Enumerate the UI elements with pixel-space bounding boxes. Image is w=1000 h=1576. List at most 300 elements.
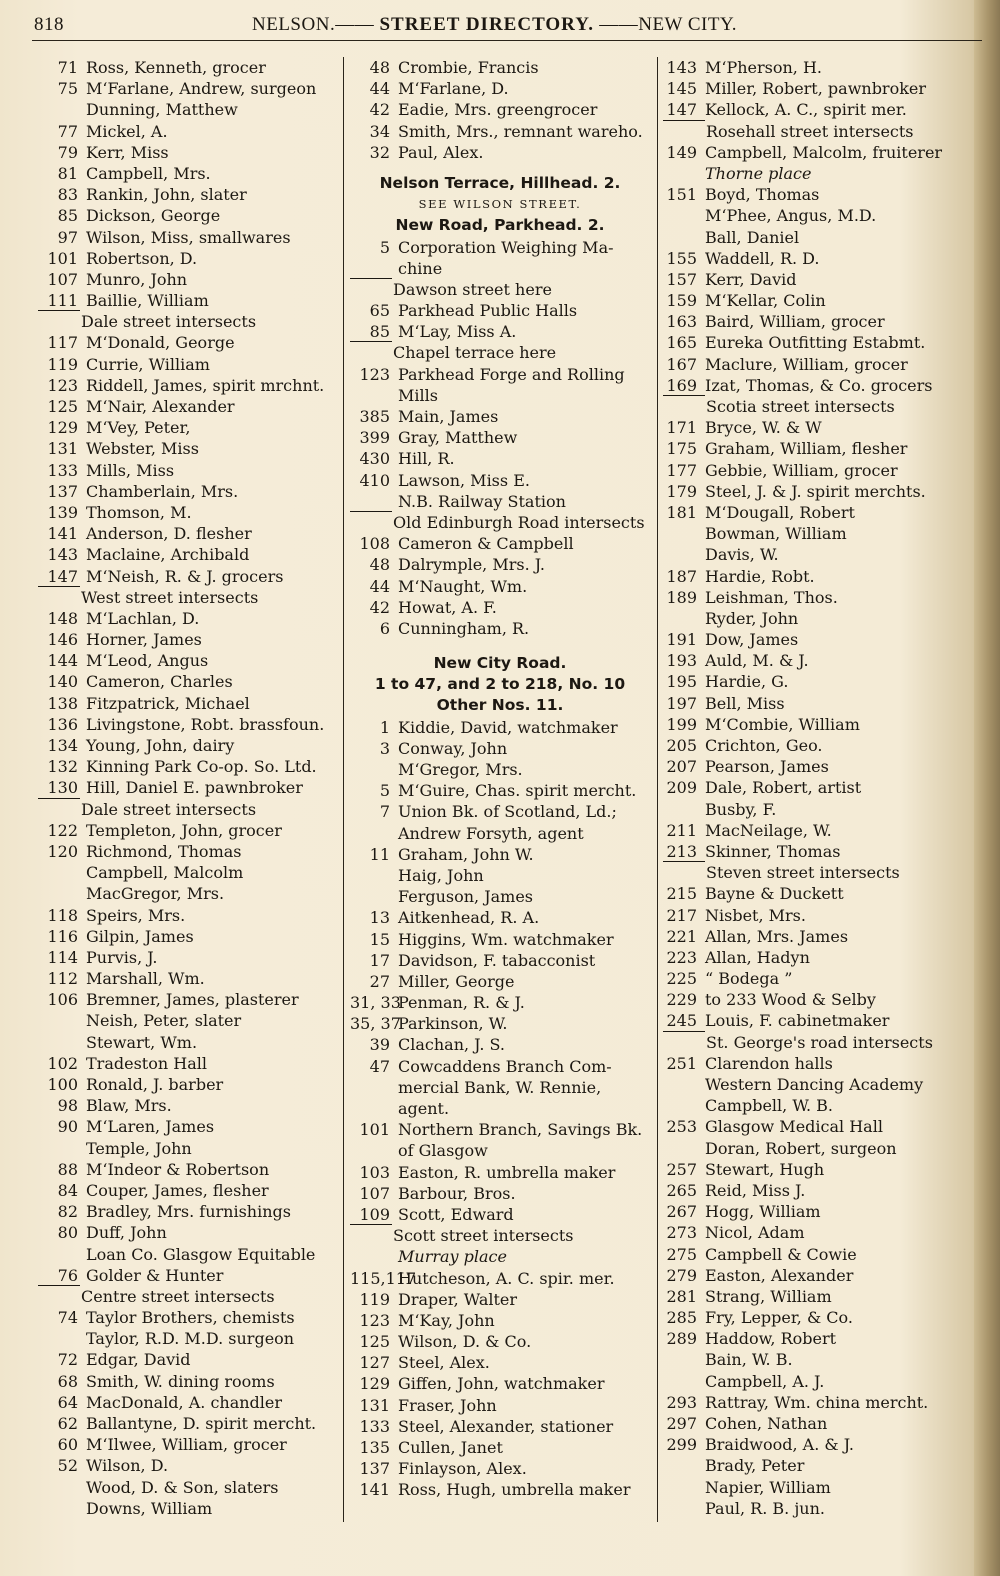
directory-entry xyxy=(38,1032,338,1053)
directory-entry xyxy=(663,481,963,502)
house-number: 107 xyxy=(47,269,78,289)
occupant-name: Dow, James xyxy=(705,630,799,650)
occupant-name: Bremner, James, plasterer xyxy=(86,990,299,1010)
house-number: 74 xyxy=(57,1308,78,1328)
occupant-name: M‘Vey, Peter, xyxy=(86,418,191,438)
directory-entry xyxy=(350,823,650,844)
occupant-name: M‘Lachlan, D. xyxy=(86,608,200,628)
occupant-name: Clachan, J. S. xyxy=(398,1035,505,1055)
occupant-name: Blaw, Mrs. xyxy=(86,1096,172,1116)
occupant-name: Andrew Forsyth, agent xyxy=(398,823,584,843)
occupant-name: Marshall, Wm. xyxy=(86,969,205,989)
house-number: 141 xyxy=(47,524,78,544)
directory-entry xyxy=(38,163,338,184)
occupant-name: Gray, Matthew xyxy=(398,428,518,448)
directory-entry xyxy=(350,597,650,618)
occupant-name: M‘Naught, Wm. xyxy=(398,576,528,596)
house-number: 209 xyxy=(666,778,697,798)
occupant-name: N.B. Railway Station xyxy=(398,491,566,511)
directory-entry xyxy=(38,544,338,565)
house-number: 5 xyxy=(379,781,390,801)
house-number: 122 xyxy=(47,820,78,840)
occupant-name: Rankin, John, slater xyxy=(86,185,247,205)
directory-entry xyxy=(350,1268,650,1289)
occupant-name: Thorne place xyxy=(705,163,812,183)
occupant-name: Steel, Alexander, stationer xyxy=(398,1416,614,1436)
directory-column-1 xyxy=(38,57,338,1519)
directory-entry xyxy=(350,844,650,865)
directory-entry xyxy=(38,735,338,756)
occupant-name: Easton, R. umbrella maker xyxy=(398,1162,616,1182)
directory-entry xyxy=(38,1180,338,1201)
directory-entry xyxy=(663,460,963,481)
occupant-name: Livingstone, Robt. brassfoun. xyxy=(86,714,325,734)
occupant-name: Maclaine, Archibald xyxy=(86,545,250,565)
directory-entry xyxy=(663,650,963,671)
occupant-name: Bell, Miss xyxy=(705,693,785,713)
house-number: 68 xyxy=(57,1371,78,1391)
occupant-name: Western Dancing Academy xyxy=(705,1075,924,1094)
occupant-name: Cunningham, R. xyxy=(398,618,530,638)
house-number: 207 xyxy=(666,757,697,777)
directory-entry xyxy=(38,693,338,714)
house-number: 144 xyxy=(47,651,78,671)
dash-rule xyxy=(38,1285,80,1306)
directory-entry xyxy=(350,1395,650,1416)
directory-entry xyxy=(38,926,338,947)
directory-entry xyxy=(663,587,963,608)
occupant-name: Clarendon halls xyxy=(705,1053,833,1073)
directory-entry xyxy=(663,290,963,311)
street-heading: New Road, Parkhead. 2. xyxy=(395,216,605,235)
directory-entry xyxy=(663,227,963,248)
occupant-name: Kerr, Miss xyxy=(86,142,169,162)
occupant-name: Mills xyxy=(398,385,438,405)
house-number: 101 xyxy=(47,248,78,268)
house-number xyxy=(38,99,86,120)
directory-entry xyxy=(350,1183,650,1204)
house-number: 117 xyxy=(47,333,78,353)
directory-entry xyxy=(38,396,338,417)
directory-entry xyxy=(663,799,963,820)
occupant-name: M‘Pherson, H. xyxy=(705,58,823,77)
house-number: 47 xyxy=(369,1056,390,1076)
intersection-note xyxy=(663,862,963,883)
occupant-name: Downs, William xyxy=(86,1498,213,1518)
occupant-name: to 233 Wood & Selby xyxy=(705,990,876,1010)
directory-entry xyxy=(350,738,650,759)
directory-entry xyxy=(350,992,650,1013)
house-number: 167 xyxy=(666,354,697,374)
directory-entry xyxy=(350,1458,650,1479)
occupant-name: Temple, John xyxy=(86,1138,192,1158)
house-number xyxy=(663,544,705,565)
house-number: 155 xyxy=(666,248,697,268)
occupant-name: Mickel, A. xyxy=(86,121,168,141)
house-number xyxy=(350,823,398,844)
occupant-name: Eureka Outfitting Estabmt. xyxy=(705,333,926,353)
house-number: 88 xyxy=(57,1159,78,1179)
house-number: 205 xyxy=(666,736,697,755)
dash-rule xyxy=(350,1224,392,1245)
occupant-name: Baird, William, grocer xyxy=(705,312,885,332)
occupant-name: Bradley, Mrs. furnishings xyxy=(86,1202,291,1222)
intersection-note xyxy=(38,311,338,332)
occupant-name: Boyd, Thomas xyxy=(705,185,820,205)
occupant-name: Graham, William, flesher xyxy=(705,439,908,459)
house-number xyxy=(663,1138,705,1159)
column-divider xyxy=(657,57,658,1522)
occupant-name: Nisbet, Mrs. xyxy=(705,905,806,925)
directory-entry xyxy=(663,671,963,692)
occupant-name: Campbell, Malcolm, fruiterer xyxy=(705,142,943,162)
house-number: 39 xyxy=(369,1035,390,1055)
occupant-name: Murray place xyxy=(398,1247,507,1267)
house-number: 48 xyxy=(369,58,390,77)
directory-entry xyxy=(350,1204,650,1225)
occupant-name: Finlayson, Alex. xyxy=(398,1459,527,1479)
directory-entry xyxy=(38,375,338,396)
house-number: 71 xyxy=(57,58,78,77)
house-number: 140 xyxy=(47,672,78,692)
directory-entry xyxy=(38,438,338,459)
directory-entry xyxy=(38,1244,338,1265)
house-number xyxy=(663,799,705,820)
occupant-name: Ballantyne, D. spirit mercht. xyxy=(86,1414,317,1433)
occupant-name: Main, James xyxy=(398,407,499,426)
directory-entry xyxy=(38,523,338,544)
occupant-name: Stewart, Wm. xyxy=(86,1032,198,1052)
directory-entry xyxy=(38,947,338,968)
occupant-name: Paul, Alex. xyxy=(398,142,484,162)
house-number: 106 xyxy=(47,990,78,1010)
street-heading: 1 to 47, and 2 to 218, No. 10 xyxy=(374,675,626,694)
occupant-name: M‘Indeor & Robertson xyxy=(86,1159,270,1179)
house-number: 5 xyxy=(379,237,390,257)
house-number xyxy=(38,1477,86,1498)
house-number: 123 xyxy=(47,375,78,395)
occupant-name: Bowman, William xyxy=(705,524,847,544)
directory-entry xyxy=(38,1392,338,1413)
occupant-name: Corporation Weighing Ma- xyxy=(398,237,614,257)
house-number: 102 xyxy=(47,1053,78,1073)
occupant-name: Giffen, John, watchmaker xyxy=(398,1374,605,1394)
occupant-name: Thomson, M. xyxy=(86,502,192,522)
directory-entry xyxy=(350,865,650,886)
occupant-name: M‘Dougall, Robert xyxy=(705,502,855,522)
house-number: 34 xyxy=(369,121,390,141)
house-number xyxy=(38,1328,86,1349)
house-number xyxy=(38,1010,86,1031)
house-number xyxy=(663,1095,705,1116)
intersection-note xyxy=(663,121,963,142)
occupant-name: mercial Bank, W. Rennie, xyxy=(398,1077,602,1097)
directory-entry xyxy=(350,427,650,448)
intersection-text: St. George's road intersects xyxy=(706,1032,933,1052)
occupant-name: Young, John, dairy xyxy=(86,736,235,755)
occupant-name: Steel, Alex. xyxy=(398,1353,490,1373)
house-number: 62 xyxy=(57,1414,78,1433)
directory-entry xyxy=(38,1498,338,1519)
house-number: 410 xyxy=(359,470,390,490)
directory-entry xyxy=(663,905,963,926)
directory-entry xyxy=(663,1095,963,1116)
occupant-name: Draper, Walter xyxy=(398,1289,518,1309)
occupant-name: Campbell & Cowie xyxy=(705,1244,857,1264)
directory-entry xyxy=(38,332,338,353)
directory-entry xyxy=(38,1095,338,1116)
occupant-name: Ross, Kenneth, grocer xyxy=(86,58,266,77)
occupant-name: of Glasgow xyxy=(398,1141,488,1161)
house-number: 81 xyxy=(57,163,78,183)
house-number: 48 xyxy=(369,555,390,575)
occupant-name: Parkinson, W. xyxy=(398,1014,508,1034)
occupant-name: Campbell, W. B. xyxy=(705,1096,833,1116)
occupant-name: Scott, Edward xyxy=(398,1204,514,1224)
occupant-name: Penman, R. & J. xyxy=(398,993,525,1013)
occupant-name: Allan, Mrs. James xyxy=(705,926,849,946)
directory-entry xyxy=(663,417,963,438)
occupant-name: Busby, F. xyxy=(705,799,777,819)
occupant-name: Hardie, Robt. xyxy=(705,566,815,586)
occupant-name: Hill, R. xyxy=(398,449,455,469)
occupant-name: Campbell, A. J. xyxy=(705,1371,825,1391)
house-number: 112 xyxy=(47,969,78,989)
directory-entry xyxy=(38,184,338,205)
directory-entry xyxy=(38,1116,338,1137)
occupant-name: Fraser, John xyxy=(398,1395,497,1415)
directory-entry xyxy=(350,258,650,279)
occupant-name: Ferguson, James xyxy=(398,887,534,907)
house-number xyxy=(38,883,86,904)
occupant-name: Glasgow Medical Hall xyxy=(705,1117,883,1137)
occupant-name: Hogg, William xyxy=(705,1202,821,1222)
occupant-name: Templeton, John, grocer xyxy=(86,820,282,840)
directory-entry xyxy=(38,714,338,735)
directory-entry xyxy=(663,756,963,777)
dash-rule xyxy=(663,1031,705,1052)
occupant-name: Union Bk. of Scotland, Ld.; xyxy=(398,802,617,822)
house-number: 64 xyxy=(57,1392,78,1412)
directory-entry xyxy=(38,1307,338,1328)
directory-entry xyxy=(350,1034,650,1055)
occupant-name: Miller, George xyxy=(398,971,515,991)
occupant-name: Haddow, Robert xyxy=(705,1329,837,1349)
dash-rule xyxy=(663,861,705,882)
running-title-left: NELSON. xyxy=(252,14,336,35)
occupant-name: Campbell, Mrs. xyxy=(86,163,211,183)
dash-rule xyxy=(663,395,705,416)
house-number: 44 xyxy=(369,79,390,99)
house-number: 223 xyxy=(666,947,697,967)
directory-entry xyxy=(663,1307,963,1328)
occupant-name: M‘Combie, William xyxy=(705,714,860,734)
directory-entry xyxy=(663,1455,963,1476)
house-number: 3 xyxy=(379,738,390,758)
occupant-name: Crombie, Francis xyxy=(398,58,539,77)
directory-entry xyxy=(350,1077,650,1098)
directory-entry xyxy=(663,1392,963,1413)
house-number: 13 xyxy=(369,908,390,928)
directory-entry xyxy=(350,1013,650,1034)
intersection-text: Rosehall street intersects xyxy=(706,121,914,141)
house-number: 141 xyxy=(359,1480,390,1500)
house-number: 32 xyxy=(369,142,390,162)
page-edge-binding xyxy=(974,0,1000,1576)
directory-column-3 xyxy=(663,57,963,1519)
house-number: 15 xyxy=(369,929,390,949)
directory-entry xyxy=(350,929,650,950)
house-number: 177 xyxy=(666,460,697,480)
house-number: 133 xyxy=(47,460,78,480)
directory-entry xyxy=(350,1140,650,1161)
occupant-name: Crichton, Geo. xyxy=(705,736,823,755)
occupant-name: Chamberlain, Mrs. xyxy=(86,481,239,501)
occupant-name: Loan Co. Glasgow Equitable xyxy=(86,1244,316,1264)
occupant-name: Haig, John xyxy=(398,865,484,885)
house-number: 85 xyxy=(369,322,390,342)
directory-entry xyxy=(663,544,963,565)
directory-entry xyxy=(663,820,963,841)
directory-entry xyxy=(663,1434,963,1455)
house-number: 211 xyxy=(666,820,697,840)
house-number: 116 xyxy=(47,926,78,946)
occupant-name: Eadie, Mrs. greengrocer xyxy=(398,100,598,120)
directory-entry xyxy=(663,629,963,650)
directory-entry xyxy=(38,502,338,523)
house-number: 273 xyxy=(666,1223,697,1243)
house-number: 199 xyxy=(666,714,697,734)
occupant-name: Pearson, James xyxy=(705,757,829,777)
directory-entry xyxy=(38,121,338,142)
directory-entry xyxy=(663,1498,963,1519)
directory-entry xyxy=(663,714,963,735)
intersection-note xyxy=(350,1225,650,1246)
directory-entry xyxy=(663,777,963,798)
dash-rule xyxy=(38,310,80,331)
directory-entry xyxy=(663,883,963,904)
occupant-name: Riddell, James, spirit mrchnt. xyxy=(86,375,325,395)
directory-entry xyxy=(38,1201,338,1222)
directory-entry xyxy=(38,989,338,1010)
occupant-name: Kerr, David xyxy=(705,269,797,289)
directory-entry xyxy=(663,311,963,332)
occupant-name: Mills, Miss xyxy=(86,460,175,480)
directory-entry xyxy=(350,300,650,321)
house-number: 225 xyxy=(666,969,697,989)
occupant-name: Campbell, Malcolm xyxy=(86,863,244,883)
occupant-name: agent. xyxy=(398,1099,450,1118)
occupant-name: Cullen, Janet xyxy=(398,1438,503,1457)
directory-entry xyxy=(350,971,650,992)
directory-entry xyxy=(663,1371,963,1392)
directory-entry xyxy=(663,1053,963,1074)
running-title: NELSON.—— STREET DIRECTORY. ——NEW CITY. xyxy=(252,14,738,35)
house-number: 85 xyxy=(57,206,78,226)
occupant-name: Baillie, William xyxy=(86,291,209,311)
directory-entry xyxy=(663,1138,963,1159)
house-number: 169 xyxy=(666,375,697,395)
occupant-name: Braidwood, A. & J. xyxy=(705,1435,854,1455)
house-number: 17 xyxy=(369,950,390,970)
occupant-name: chine xyxy=(398,258,443,278)
occupant-name: Easton, Alexander xyxy=(705,1265,854,1285)
directory-entry xyxy=(350,1056,650,1077)
house-number: 159 xyxy=(666,291,697,311)
directory-entry xyxy=(38,1413,338,1434)
house-number: 108 xyxy=(359,534,390,554)
occupant-name: Rattray, Wm. china mercht. xyxy=(705,1392,929,1412)
directory-entry xyxy=(663,205,963,226)
occupant-name: Richmond, Thomas xyxy=(86,841,242,861)
occupant-name: Ronald, J. barber xyxy=(86,1075,224,1094)
spacer xyxy=(350,163,650,173)
house-number: 189 xyxy=(666,587,697,607)
intersection-text: Chapel terrace here xyxy=(393,343,557,363)
directory-entry xyxy=(350,364,650,385)
house-number: 60 xyxy=(57,1435,78,1455)
house-number: 11 xyxy=(369,844,390,864)
house-number xyxy=(663,1455,705,1476)
house-number: 137 xyxy=(47,481,78,501)
directory-entry xyxy=(350,1162,650,1183)
house-number: 125 xyxy=(47,397,78,416)
occupant-name: Ball, Daniel xyxy=(705,227,800,247)
house-number: 163 xyxy=(666,312,697,332)
house-number: 129 xyxy=(47,418,78,438)
directory-entry xyxy=(663,78,963,99)
directory-entry xyxy=(350,121,650,142)
house-number: 136 xyxy=(47,714,78,734)
occupant-name: Izat, Thomas, & Co. grocers xyxy=(705,375,933,395)
spacer xyxy=(350,639,650,653)
directory-entry xyxy=(350,1373,650,1394)
occupant-name: Northern Branch, Savings Bk. xyxy=(398,1120,643,1140)
occupant-name: Davis, W. xyxy=(705,545,779,565)
directory-entry xyxy=(38,905,338,926)
dash-rule xyxy=(350,511,392,532)
directory-entry xyxy=(38,777,338,798)
intersection-text: Steven street intersects xyxy=(706,863,900,883)
intersection-note xyxy=(350,279,650,300)
occupant-name: Cameron, Charles xyxy=(86,672,233,692)
directory-entry xyxy=(350,470,650,491)
house-number: 135 xyxy=(359,1438,390,1457)
directory-entry xyxy=(38,78,338,99)
house-number: 149 xyxy=(666,142,697,162)
occupant-name: Bayne & Duckett xyxy=(705,884,844,904)
house-number xyxy=(350,385,398,406)
house-number xyxy=(350,1140,398,1161)
occupant-name: Kellock, A. C., spirit mer. xyxy=(705,100,907,120)
directory-entry xyxy=(663,926,963,947)
directory-entry xyxy=(38,1265,338,1286)
house-number: 98 xyxy=(57,1096,78,1116)
occupant-name: M‘Phee, Angus, M.D. xyxy=(705,206,877,226)
directory-entry xyxy=(350,1437,650,1458)
house-number: 82 xyxy=(57,1202,78,1222)
directory-entry xyxy=(350,385,650,406)
directory-entry xyxy=(350,237,650,258)
directory-entry xyxy=(38,1159,338,1180)
intersection-text: Dale street intersects xyxy=(81,312,257,332)
directory-entry xyxy=(350,321,650,342)
directory-entry xyxy=(350,886,650,907)
occupant-name: Duff, John xyxy=(86,1223,167,1243)
running-title-center: STREET DIRECTORY. xyxy=(379,14,594,35)
house-number: 76 xyxy=(57,1265,78,1285)
house-number xyxy=(350,1098,398,1119)
